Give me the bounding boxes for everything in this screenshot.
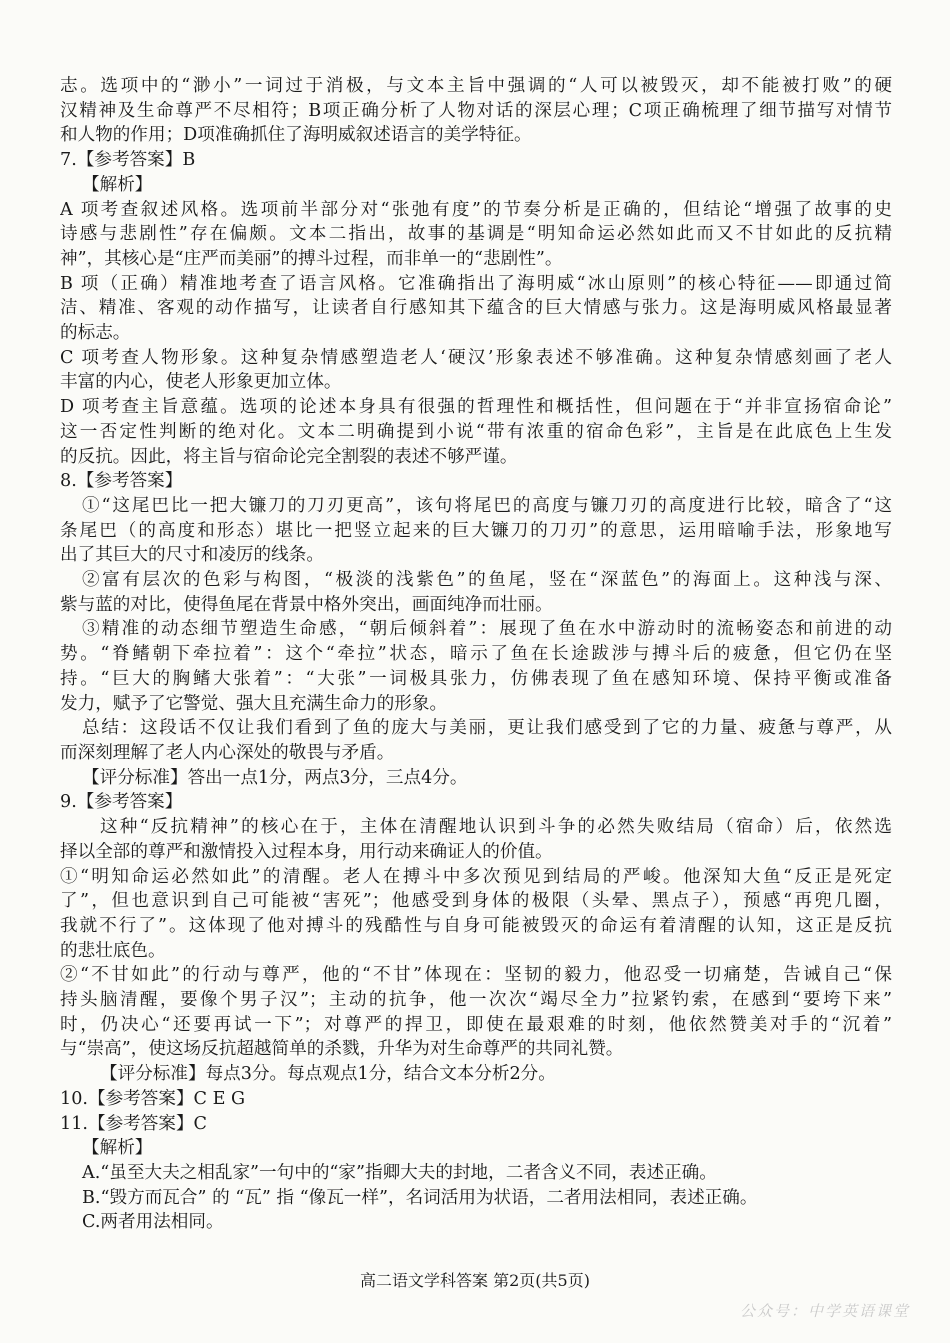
text-line: A 项考查叙述风格。选项前半部分对“张弛有度”的节奏分析是正确的，但结论“增强了故事的史 bbox=[60, 199, 892, 220]
q11-analysis-heading: 【解析】 bbox=[82, 1138, 153, 1159]
text-line: 总结：这段话不仅让我们看到了鱼的庞大与美丽，更让我们感受到了它的力量、疲惫与尊严，从 bbox=[82, 718, 892, 739]
text-line: 这一否定性判断的绝对化。文本二明确提到小说“带有浓重的宿命色彩”，主旨是在此底色上生发 bbox=[60, 421, 892, 442]
text-line: 的悲壮底色。 bbox=[60, 940, 166, 961]
text-line: 和人物的作用；D项准确抓住了海明威叙述语言的美学特征。 bbox=[60, 125, 532, 146]
q9-scoring-standard: 【评分标准】每点3分。每点观点1分，结合文本分析2分。 bbox=[100, 1064, 556, 1085]
text-line: 的反抗。因此，将主旨与宿命论完全割裂的表述不够严谨。 bbox=[60, 446, 518, 467]
text-line: 洁、精准、客观的动作描写，让读者自行感知其下蕴含的巨大情感与张力。这是海明威风格最显著 bbox=[60, 298, 892, 319]
text-line: 的标志。 bbox=[60, 323, 131, 344]
text-line: ②富有层次的色彩与构图，“极淡的浅紫色”的鱼尾，竖在“深蓝色”的海面上。这种浅与深、 bbox=[82, 570, 892, 591]
text-line: C.两者用法相同。 bbox=[82, 1212, 224, 1233]
text-line: 了”，但也意识到自己可能被“害死”；他感受到身体的极限（头晕、黑点子），预感“再兜几圈， bbox=[60, 891, 892, 912]
text-line: 持。“巨大的胸鳍大张着”：“大张”一词极具张力，仿佛表现了鱼在感知环境、保持平衡或准备 bbox=[60, 668, 892, 689]
q8-scoring-standard: 【评分标准】答出一点1分，两点3分，三点4分。 bbox=[82, 767, 468, 788]
text-line: ①“这尾巴比一把大镰刀的刀刃更高”，该句将尾巴的高度与镰刀刃的高度进行比较，暗含了“这 bbox=[82, 495, 892, 516]
q7-analysis-heading: 【解析】 bbox=[82, 174, 153, 195]
text-line: 这种“反抗精神”的核心在于，主体在清醒地认识到斗争的必然失败结局（宿命）后，依然选 bbox=[100, 817, 892, 838]
text-line: ①“明知命运必然如此”的清醒。老人在搏斗中多次预见到结局的严峻。他深知大鱼“反正是死定 bbox=[60, 866, 892, 887]
q10-answer-heading: 10.【参考答案】C E G bbox=[60, 1088, 246, 1109]
q9-answer-heading: 9.【参考答案】 bbox=[60, 792, 183, 813]
answer-content bbox=[60, 74, 892, 1235]
text-line: ②“不甘如此”的行动与尊严，他的“不甘”体现在：坚韧的毅力，他忍受一切痛楚，告诫自己“保 bbox=[60, 965, 892, 986]
watermark: 公众号：中学英语课堂 bbox=[739, 1302, 910, 1320]
text-line: 我就不行了”。这体现了他对搏斗的残酷性与自身可能被毁灭的命运有着清醒的认知，这正是反抗 bbox=[60, 915, 892, 936]
text-line: 发力，赋予了它警觉、强大且充满生命力的形象。 bbox=[60, 693, 448, 714]
text-line: D 项考查主旨意蕴。选项的论述本身具有很强的哲理性和概括性，但问题在于“并非宣扬宿命论” bbox=[60, 397, 892, 418]
text-line: 持头脑清醒，要像个男子汉”；主动的抗争，他一次次“竭尽全力”拉紧钓索，在感到“要垮下来” bbox=[60, 990, 892, 1011]
text-line: 条尾巴（的高度和形态）堪比一把竖立起来的巨大镰刀的刀刃”的意思，运用暗喻手法，形象地写 bbox=[60, 520, 892, 541]
text-line: A.“虽至大夫之相乱家”一句中的“家”指卿大夫的封地，二者含义不同，表述正确。 bbox=[82, 1162, 717, 1183]
text-line: 神”，其核心是“庄严而美丽”的搏斗过程，而非单一的“悲剧性”。 bbox=[60, 248, 563, 269]
text-line: B 项（正确）精准地考查了语言风格。它准确指出了海明威“冰山原则”的核心特征——即通过简 bbox=[60, 273, 892, 294]
text-line: 时，仍决心“还要再试一下”；对尊严的捍卫，即使在最艰难的时刻，他依然赞美对手的“沉着” bbox=[60, 1014, 892, 1035]
text-line: 势。“脊鳍朝下牵拉着”：这个“牵拉”状态，暗示了鱼在长途跋涉与搏斗后的疲惫，但它仍在坚 bbox=[60, 644, 892, 665]
q8-answer-heading: 8.【参考答案】 bbox=[60, 471, 183, 492]
text-line: 丰富的内心，使老人形象更加立体。 bbox=[60, 372, 342, 393]
text-line: 志。选项中的“渺小”一词过于消极，与文本主旨中强调的“人可以被毁灭，却不能被打败”的硬 bbox=[60, 76, 892, 96]
page-footer: 高二语文学科答案 第2页(共5页) bbox=[360, 1271, 590, 1290]
text-line: C 项考查人物形象。这种复杂情感塑造老人‘硬汉’形象表述不够准确。这种复杂情感刻画了老人 bbox=[60, 347, 892, 368]
text-line: 与“崇高”，使这场反抗超越简单的杀戮，升华为对生命尊严的共同礼赞。 bbox=[60, 1039, 624, 1060]
text-line: 择以全部的尊严和激情投入过程本身，用行动来确证人的价值。 bbox=[60, 841, 553, 862]
q7-answer-heading: 7.【参考答案】B bbox=[60, 150, 196, 171]
q11-answer-heading: 11.【参考答案】C bbox=[60, 1113, 208, 1134]
text-line: 紫与蓝的对比，使得鱼尾在背景中格外突出，画面纯净而壮丽。 bbox=[60, 594, 553, 615]
text-line: 诗感与悲剧性”存在偏颇。文本二指出，故事的基调是“明知命运必然如此而又不甘如此的反抗精 bbox=[60, 224, 892, 245]
text-line: B.“毁方而瓦合” 的 “瓦” 指 “像瓦一样”，名词活用为状语，二者用法相同，表述正确。 bbox=[82, 1187, 758, 1208]
text-line: ③精准的动态细节塑造生命感，“朝后倾斜着”：展现了鱼在水中游动时的流畅姿态和前进的动 bbox=[82, 619, 892, 640]
text-line: 汉精神及生命尊严不尽相符；B项正确分析了人物对话的深层心理；C项正确梳理了细节描写对情节 bbox=[60, 100, 892, 121]
text-line: 出了其巨大的尺寸和凌厉的线条。 bbox=[60, 545, 324, 566]
text-line: 而深刻理解了老人内心深处的敬畏与矛盾。 bbox=[60, 742, 395, 763]
